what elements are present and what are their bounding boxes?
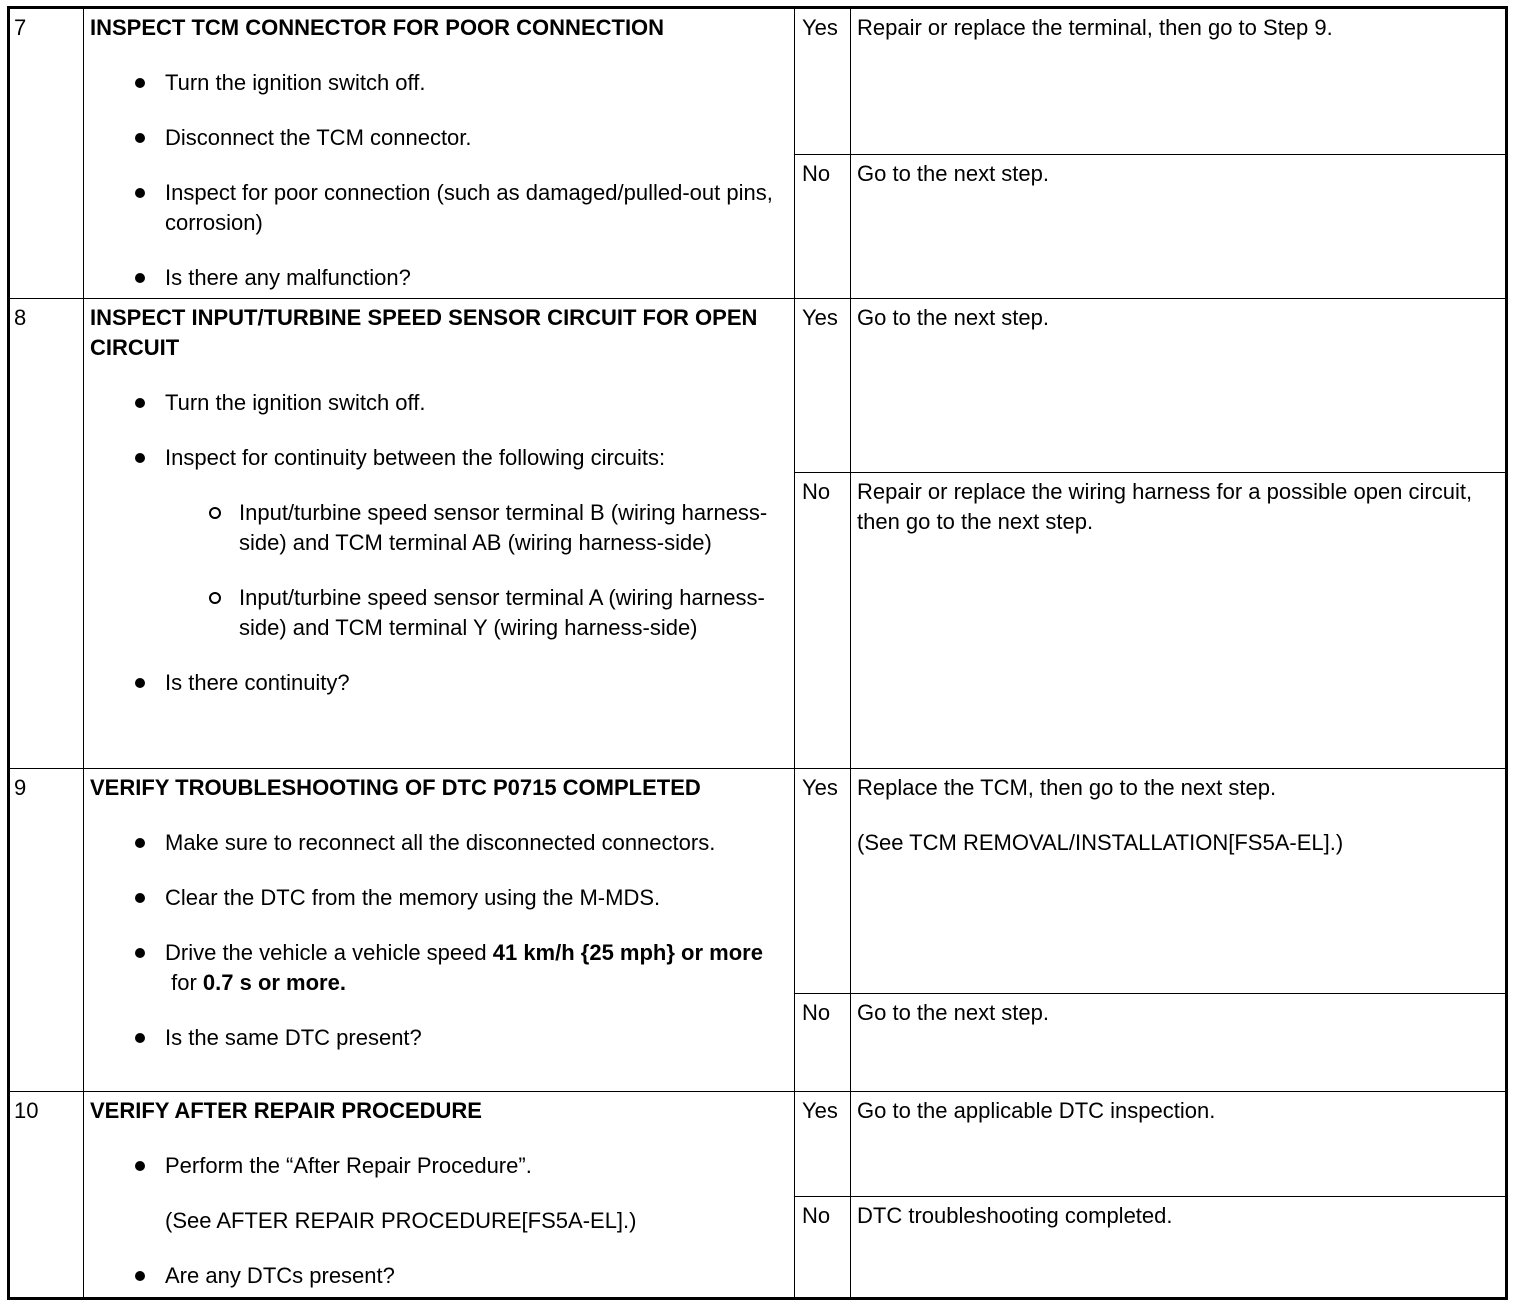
yes-result bbox=[850, 769, 1505, 993]
bullet-icon bbox=[135, 453, 145, 463]
step-title: VERIFY TROUBLESHOOTING OF DTC P0715 COMPLETED bbox=[90, 775, 701, 800]
no-label: No bbox=[795, 993, 850, 1091]
bullet-item bbox=[90, 123, 788, 153]
no-label: No bbox=[795, 1196, 850, 1297]
item-text: Inspect for poor connection (such as damaged/pulled-out pins, corrosion) bbox=[165, 180, 773, 235]
bullet-icon bbox=[135, 1271, 145, 1281]
bullet-item bbox=[90, 883, 788, 913]
item-text: Are any DTCs present? bbox=[165, 1263, 395, 1288]
item-text: Perform the “After Repair Procedure”. bbox=[165, 1153, 532, 1178]
sub-bullet-item bbox=[90, 498, 788, 558]
bullet-item bbox=[90, 1261, 788, 1291]
item-text: Drive the vehicle a vehicle speed bbox=[165, 940, 493, 965]
bullet-item bbox=[90, 1023, 788, 1053]
yes-result bbox=[850, 9, 1505, 154]
bullet-icon bbox=[135, 133, 145, 143]
step-number: 10 bbox=[14, 1098, 39, 1123]
step-procedure bbox=[83, 299, 794, 768]
no-label: No bbox=[795, 472, 850, 768]
step-row bbox=[10, 9, 1505, 298]
answers bbox=[794, 9, 1505, 298]
sub-bullet-item bbox=[90, 583, 788, 643]
bullet-icon bbox=[135, 893, 145, 903]
step-number: 7 bbox=[14, 15, 27, 40]
bullet-icon bbox=[135, 188, 145, 198]
bullet-item bbox=[90, 938, 788, 998]
hollow-bullet-icon bbox=[209, 507, 221, 519]
step-procedure bbox=[83, 769, 794, 1091]
step-number: 8 bbox=[14, 305, 27, 330]
yes-result bbox=[850, 299, 1505, 472]
bullet-icon bbox=[135, 678, 145, 688]
step-row bbox=[10, 1091, 1505, 1297]
item-text-bold: 41 km/h {25 mph} or more bbox=[492, 940, 763, 965]
result-text: Go to the next step. bbox=[857, 161, 1050, 186]
result-text: Go to the next step. bbox=[857, 1000, 1050, 1025]
bullet-item bbox=[90, 68, 788, 98]
step-number: 9 bbox=[14, 775, 27, 800]
item-text: Is there continuity? bbox=[165, 670, 350, 695]
bullet-icon bbox=[135, 1161, 145, 1171]
item-text: Turn the ignition switch off. bbox=[165, 70, 426, 95]
yes-result bbox=[850, 1092, 1505, 1196]
hollow-bullet-icon bbox=[209, 592, 221, 604]
result-text: DTC troubleshooting completed. bbox=[857, 1203, 1173, 1228]
no-result bbox=[850, 472, 1505, 768]
result-text: Repair or replace the wiring harness for a possible open circuit, then go to the next step. bbox=[857, 479, 1473, 534]
reference-item bbox=[90, 1206, 788, 1236]
item-text: Turn the ignition switch off. bbox=[165, 390, 426, 415]
yes-label: Yes bbox=[802, 1098, 838, 1123]
bullet-icon bbox=[135, 1033, 145, 1043]
bullet-item bbox=[90, 263, 788, 293]
answers bbox=[794, 1092, 1505, 1297]
bullet-item bbox=[90, 1151, 788, 1181]
item-text: for bbox=[165, 970, 203, 995]
bullet-icon bbox=[135, 948, 145, 958]
no-result bbox=[850, 154, 1505, 298]
no-result bbox=[850, 993, 1505, 1091]
step-title: INSPECT INPUT/TURBINE SPEED SENSOR CIRCUIT FOR OPEN CIRCUIT bbox=[90, 305, 758, 360]
bullet-item bbox=[90, 668, 788, 698]
bullet-item bbox=[90, 828, 788, 858]
reference-link[interactable]: (See TCM REMOVAL/INSTALLATION[FS5A-EL].) bbox=[857, 830, 1344, 855]
step-title: VERIFY AFTER REPAIR PROCEDURE bbox=[90, 1098, 482, 1123]
no-result bbox=[850, 1196, 1505, 1297]
item-text: Is there any malfunction? bbox=[165, 265, 411, 290]
bullet-item bbox=[90, 388, 788, 418]
step-title: INSPECT TCM CONNECTOR FOR POOR CONNECTION bbox=[90, 15, 665, 40]
item-text: Is the same DTC present? bbox=[165, 1025, 422, 1050]
item-text: Make sure to reconnect all the disconnected connectors. bbox=[165, 830, 716, 855]
item-text-bold: 0.7 s or more. bbox=[202, 970, 346, 995]
result-text: Repair or replace the terminal, then go to Step 9. bbox=[857, 15, 1333, 40]
result-text: Replace the TCM, then go to the next step. bbox=[857, 775, 1277, 800]
yes-label: Yes bbox=[802, 305, 838, 330]
step-procedure bbox=[83, 1092, 794, 1297]
bullet-icon bbox=[135, 273, 145, 283]
result-text: Go to the next step. bbox=[857, 305, 1050, 330]
step-procedure bbox=[83, 9, 794, 298]
answers bbox=[794, 299, 1505, 768]
bullet-item bbox=[90, 178, 788, 238]
item-text: Disconnect the TCM connector. bbox=[165, 125, 472, 150]
bullet-icon bbox=[135, 398, 145, 408]
answers bbox=[794, 769, 1505, 1091]
item-text: Clear the DTC from the memory using the M-MDS. bbox=[165, 885, 661, 910]
no-label: No bbox=[795, 154, 850, 298]
step-row bbox=[10, 768, 1505, 1091]
bullet-icon bbox=[135, 78, 145, 88]
item-text: Input/turbine speed sensor terminal A (wiring harness-side) and TCM terminal Y (wiring harness-side) bbox=[239, 585, 765, 640]
item-text: Input/turbine speed sensor terminal B (wiring harness-side) and TCM terminal AB (wiring harness-side) bbox=[239, 500, 768, 555]
bullet-icon bbox=[135, 838, 145, 848]
step-row bbox=[10, 298, 1505, 768]
item-text: Inspect for continuity between the following circuits: bbox=[165, 445, 666, 470]
item-text-group bbox=[165, 938, 788, 998]
bullet-item bbox=[90, 443, 788, 473]
troubleshooting-table bbox=[7, 6, 1508, 1300]
result-text: Go to the applicable DTC inspection. bbox=[857, 1098, 1216, 1123]
yes-label: Yes bbox=[802, 15, 838, 40]
yes-label: Yes bbox=[802, 775, 838, 800]
reference-link[interactable]: (See AFTER REPAIR PROCEDURE[FS5A-EL].) bbox=[165, 1208, 637, 1233]
